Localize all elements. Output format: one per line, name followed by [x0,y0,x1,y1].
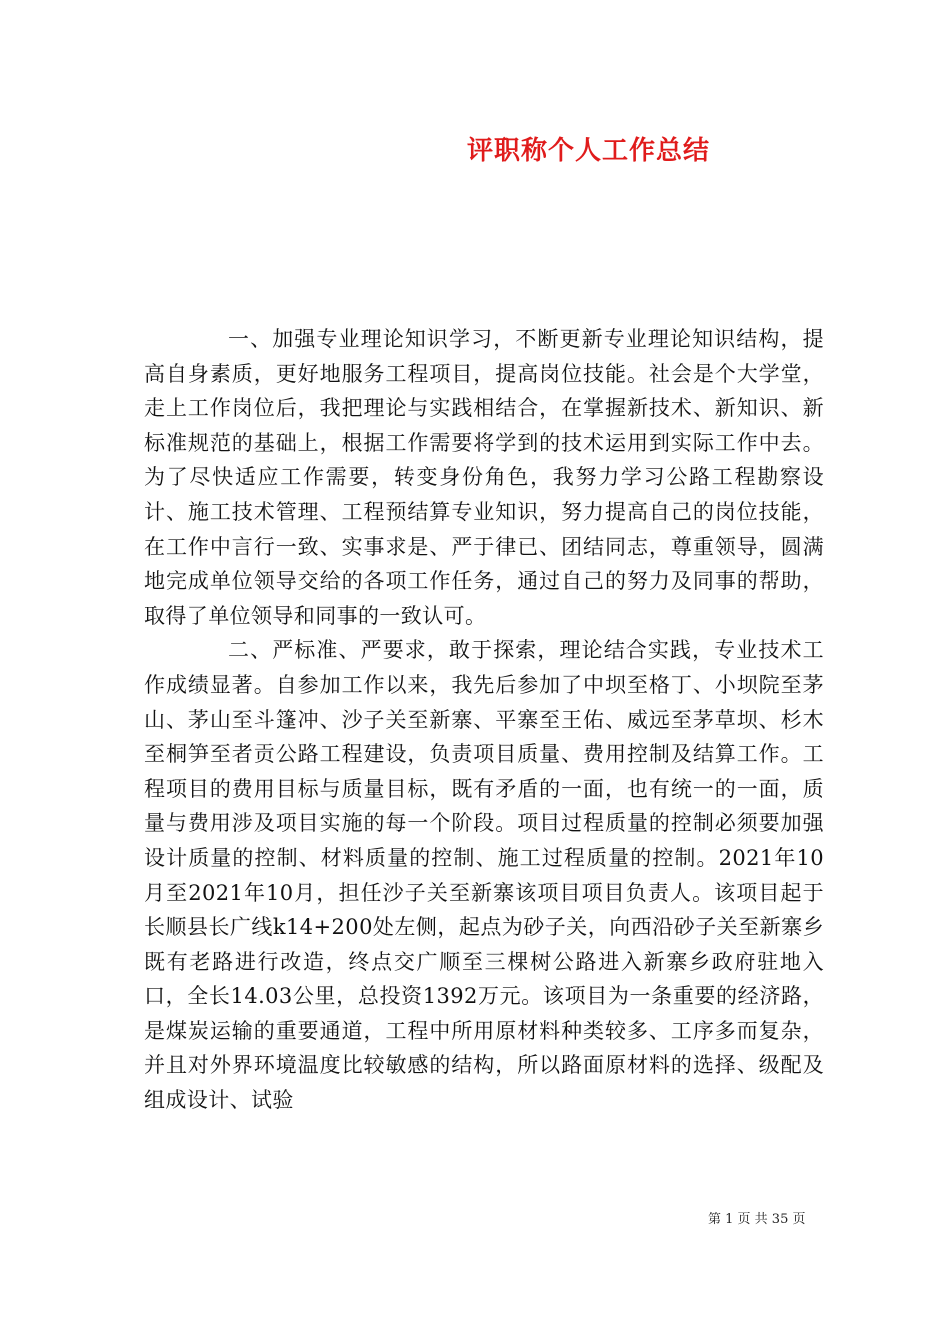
document-body [144,322,824,1118]
paragraph-1: 一、加强专业理论知识学习，不断更新专业理论知识结构，提高自身素质，更好地服务工程项目，提高岗位技能。社会是个大学堂，走上工作岗位后，我把理论与实践相结合，在掌握新技术、新知识、新标准规范的基础上，根据工作需要将学到的技术运用到实际工作中去。为了尽快适应工作需要，转变身份角色，我努力学习公路工程勘察设计、施工技术管理、工程预结算专业知识，努力提高自己的岗位技能，在工作中言行一致、实事求是、严于律已、团结同志，尊重领导，圆满地完成单位领导交给的各项工作任务，通过自己的努力及同事的帮助，取得了单位领导和同事的一致认可。 [144,327,824,628]
document-title: 评职称个人工作总结 [467,136,711,166]
paragraph-2: 二、严标准、严要求，敢于探索，理论结合实践，专业技术工作成绩显著。自参加工作以来，我先后参加了中坝至格丁、小坝院至茅山、茅山至斗篷冲、沙子关至新寨、平寨至王佑、威远至茅草坝、杉木至桐笋至者贡公路工程建设，负责项目质量、费用控制及结算工作。工程项目的费用目标与质量目标，既有矛盾的一面，也有统一的一面，质量与费用涉及项目实施的每一个阶段。项目过程质量的控制必须要加强设计质量的控制、材料质量的控制、施工过程质量的控制。2021年10月至2021年10月，担任沙子关至新寨该项目项目负责人。该项目起于长顺县长广线k14+200处左侧，起点为砂子关，向西沿砂子关至新寨乡既有老路进行改造，终点交广顺至三棵树公路进入新寨乡政府驻地入口，全长14.03公里，总投资1392万元。该项目为一条重要的经济路，是煤炭运输的重要通道，工程中所用原材料种类较多、工序多而复杂，并且对外界环境温度比较敏感的结构，所以路面原材料的选择、级配及组成设计、试验 [144,638,824,1113]
page-number: 第 1 页 共 35 页 [708,1212,806,1227]
